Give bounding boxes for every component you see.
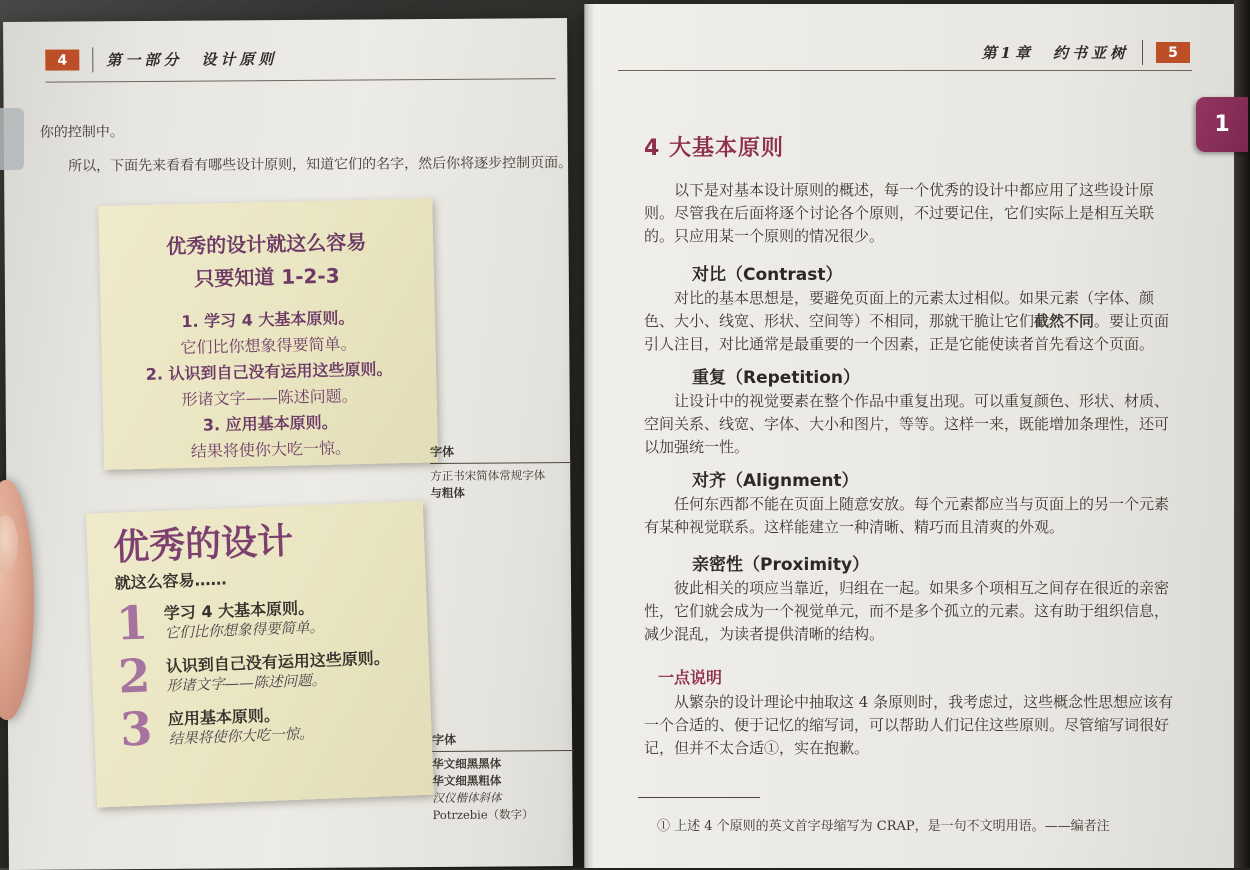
card2-item xyxy=(117,646,407,704)
chapter-tab: 1 xyxy=(1196,97,1248,152)
card1-title-line1: 优秀的设计就这么容易 xyxy=(165,229,367,259)
card1-title-line2: 只要知道 1-2-3 xyxy=(194,263,340,291)
header-rule xyxy=(45,78,555,83)
body-text-run: 对比的基本思想是，要避免页面上的元素太过相似。如果元素（字体、颜色、大小、线宽、形状、空间等）不相同，那就干脆让它们 xyxy=(644,289,1155,330)
font-caption-1 xyxy=(430,442,572,502)
card2-item-head: 认识到自己没有运用这些原则。 xyxy=(165,647,391,676)
caption-line: 汉仪楷体斜体 xyxy=(432,790,502,805)
heading-alignment: 对齐（Alignment） xyxy=(692,471,859,492)
card2-item-head: 学习 4 大基本原则。 xyxy=(163,597,315,623)
section-title: 4 大基本原则 xyxy=(644,135,784,161)
left-running-head xyxy=(45,46,277,73)
heading-contrast: 对比（Contrast） xyxy=(692,265,843,286)
card2-subtitle: 就这么容易…… xyxy=(114,569,227,593)
card2-item-text xyxy=(167,703,314,751)
intro-paragraph: 以下是对基本设计原则的概述，每一个优秀的设计中都应用了这些设计原则。尽管我在后面将逐个讨论各个原则，不过要记住，它们实际上是相互关联的。只应用某一个原则的情况很少。 xyxy=(644,181,1155,245)
card1-item-sub: 结果将使你大吃一惊。 xyxy=(190,438,352,461)
note-body: 从繁杂的设计理论中抽取这 4 条原则时，我考虑过，这些概念性思想应该有一个合适的、便于记忆的缩写词，可以帮助人们记住这些原则。尽管缩写词很好记，但并不太合适①，实在抱歉。 xyxy=(644,693,1174,757)
card2-numeral: 3 xyxy=(119,701,154,757)
card1-item-sub: 它们比你想象得要简单。 xyxy=(180,334,357,358)
caption-label: 字体 xyxy=(432,730,574,752)
card2-numeral: 1 xyxy=(115,595,150,651)
body-text-line: 所以，下面先来看看有哪些设计原则，知道它们的名字，然后你将逐步控制页面。 xyxy=(68,155,573,175)
card2-numeral: 2 xyxy=(117,648,152,704)
body-bold-run: 截然不同 xyxy=(1034,312,1095,330)
card1-item-head: 2. 认识到自己没有运用这些原则。 xyxy=(145,359,393,384)
card1-item-head: 3. 应用基本原则。 xyxy=(202,412,338,435)
header-divider xyxy=(1142,40,1143,65)
body-contrast xyxy=(644,287,1180,356)
card1-item-sub: 形诸文字——陈述问题。 xyxy=(181,386,358,410)
caption-line: Potrzebie（数字） xyxy=(432,807,534,822)
page-number-right: 5 xyxy=(1156,42,1190,63)
card2-item xyxy=(119,699,410,757)
caption-label: 字体 xyxy=(430,442,572,464)
card2-item-sub: 它们比你想象得要简单。 xyxy=(164,619,325,642)
card2-item-sub: 形诸文字——陈述问题。 xyxy=(166,672,327,695)
design-example-card-2 xyxy=(86,501,434,808)
body-alignment: 任何东西都不能在页面上随意安放。每个元素都应当与页面上的另一个元素有某种视觉联系。这样能建立一种清晰、精巧而且清爽的外观。 xyxy=(644,495,1170,536)
body-repetition: 让设计中的视觉要素在整个作品中重复出现。可以重复颜色、形状、材质、空间关系、线宽、字体、大小和图片，等等。这样一来，既能增加条理性，还可以加强统一性。 xyxy=(644,392,1170,456)
card2-item-sub: 结果将使你大吃一惊。 xyxy=(168,725,314,748)
card2-item-text xyxy=(165,647,390,698)
heading-proximity: 亲密性（Proximity） xyxy=(692,555,870,576)
caption-line: 与粗体 xyxy=(430,485,465,501)
footnote-rule xyxy=(638,797,760,798)
caption-line: 华文细黑粗体 xyxy=(432,773,502,789)
part-title: 第一部分 设计原则 xyxy=(106,50,278,70)
body-text-run: 。要让页面引人注目，对比通常是最重要的一个因素，正是它能使读者首先看这个页面。 xyxy=(644,312,1170,353)
footnote: ① 上述 4 个原则的英文首字母缩写为 CRAP，是一句不文明用语。——编者注 xyxy=(657,819,1110,834)
card2-title: 优秀的设计 xyxy=(112,520,294,569)
right-running-head xyxy=(982,40,1190,65)
card2-item-head: 应用基本原则。 xyxy=(167,705,281,729)
body-text-line: 你的控制中。 xyxy=(39,124,124,141)
page-edge-tab xyxy=(0,108,24,170)
header-rule xyxy=(618,70,1192,71)
chapter-title: 第1章 约书亚树 xyxy=(981,44,1129,62)
right-page xyxy=(584,4,1234,868)
card1-items xyxy=(101,303,438,467)
design-example-card-1 xyxy=(98,198,438,470)
heading-repetition: 重复（Repetition） xyxy=(692,368,861,389)
note-heading: 一点说明 xyxy=(658,668,723,688)
sheet-edge xyxy=(584,4,594,868)
card1-item-head: 1. 学习 4 大基本原则。 xyxy=(181,308,355,332)
left-page xyxy=(3,18,573,870)
caption-line: 方正书宋简体常规字体 xyxy=(430,468,546,484)
card2-item-text xyxy=(163,596,324,644)
font-caption-2 xyxy=(432,730,575,824)
header-divider xyxy=(92,47,93,72)
caption-line: 华文细黑黑体 xyxy=(432,756,502,772)
card2-item xyxy=(115,593,405,651)
body-proximity: 彼此相关的项应当靠近，归组在一起。如果多个项相互之间存在很近的亲密性，它们就会成为一个视觉单元，而不是多个孤立的元素。这有助于组织信息，减少混乱，为读者提供清晰的结构。 xyxy=(644,579,1170,643)
page-number-left: 4 xyxy=(45,49,79,70)
